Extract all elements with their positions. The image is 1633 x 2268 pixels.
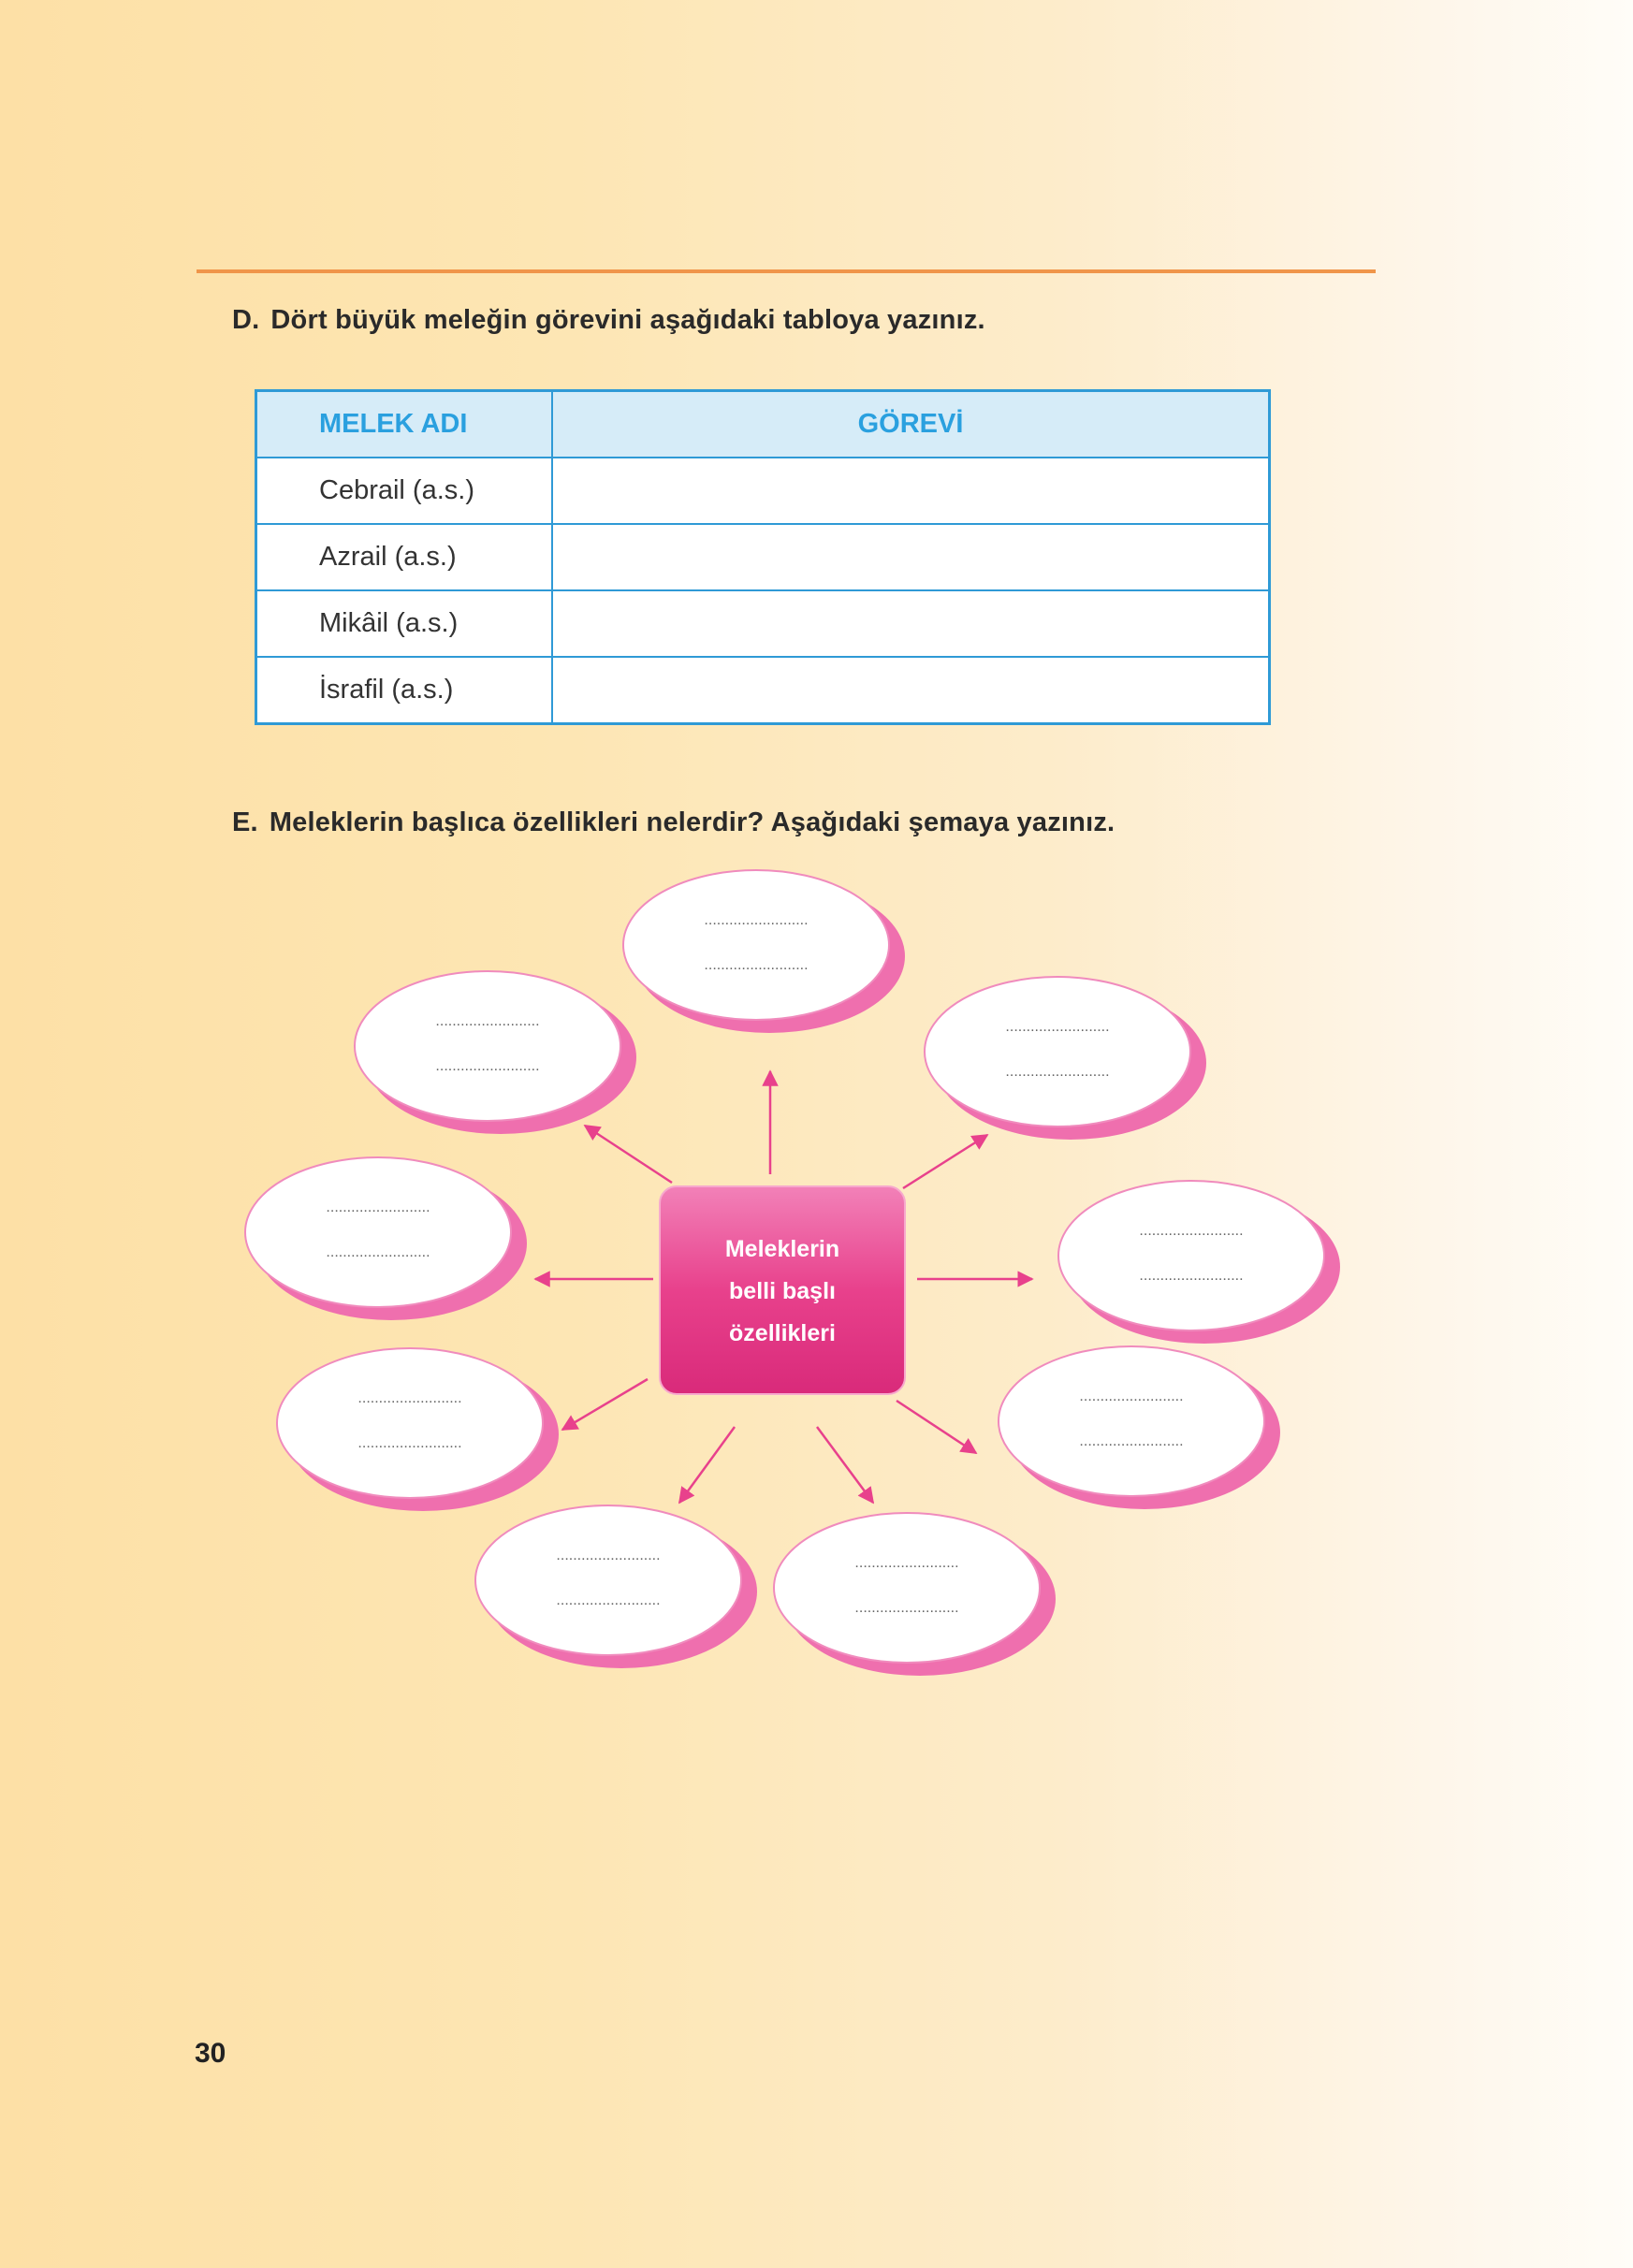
page-number: 30 [195,2038,226,2069]
answer-blank-line[interactable]: ......................... [435,1013,540,1029]
angel-name-cell: Azrail (a.s.) [256,524,553,590]
feature-bubble[interactable] [999,1346,1280,1509]
bubble-body [475,1505,741,1655]
answer-blank-line[interactable]: ......................... [1079,1388,1184,1404]
answer-blank-line[interactable]: ......................... [1005,1019,1110,1035]
section-d-text: Dört büyük meleğin görevini aşağıdaki tabloya yazınız. [270,305,985,335]
feature-bubble[interactable] [277,1348,559,1511]
section-e-text: Meleklerin başlıca özellikleri nelerdir? Aşağıdaki şemaya yazınız. [269,807,1115,837]
answer-blank-line[interactable]: ......................... [326,1199,430,1215]
answer-blank-line[interactable]: ......................... [1079,1433,1184,1449]
answer-blank-line[interactable]: ......................... [854,1555,959,1571]
bubble-body [355,971,620,1121]
section-d-label: D. [232,305,260,335]
answer-blank-line[interactable]: ......................... [435,1058,540,1074]
arrow-connector [679,1427,735,1503]
answer-blank-line[interactable]: ......................... [1139,1223,1244,1239]
center-line-2: belli başlı [729,1278,836,1304]
answer-blank-line[interactable]: ......................... [357,1390,462,1406]
answer-blank-line[interactable]: ......................... [357,1435,462,1451]
bubble-body [774,1513,1040,1663]
answer-blank-line[interactable]: ......................... [1005,1064,1110,1080]
bubble-body [1058,1181,1324,1330]
answer-blank-line[interactable]: ......................... [854,1600,959,1616]
header-melek-adi: MELEK ADI [256,391,553,458]
bubble-body [999,1346,1264,1496]
feature-bubble[interactable] [1058,1181,1340,1344]
answer-blank-line[interactable]: ......................... [1139,1268,1244,1284]
feature-bubble[interactable] [245,1157,527,1320]
feature-bubble[interactable] [623,870,905,1033]
angel-name-cell: Cebrail (a.s.) [256,458,553,524]
bubble-body [623,870,889,1020]
bubble-body [245,1157,511,1307]
angel-name-cell: Mikâil (a.s.) [256,590,553,657]
feature-bubble[interactable] [774,1513,1056,1676]
center-box [660,1186,905,1394]
answer-blank-line[interactable]: ......................... [556,1548,661,1563]
bubble-body [925,977,1190,1127]
answer-blank-line[interactable]: ......................... [326,1244,430,1260]
answer-blank-line[interactable]: ......................... [704,957,809,973]
answer-blank-line[interactable]: ......................... [556,1592,661,1608]
header-gorevi: GÖREVİ [552,391,1270,458]
arrow-connector [562,1379,648,1430]
feature-bubble[interactable] [475,1505,757,1668]
section-e-label: E. [232,807,258,837]
arrow-connector [817,1427,873,1503]
arrow-connector [903,1135,987,1188]
feature-bubble[interactable] [925,977,1206,1140]
center-line-3: özellikleri [729,1320,836,1346]
arrow-connector [585,1126,672,1183]
answer-blank-line[interactable]: ......................... [704,912,809,928]
center-line-1: Meleklerin [724,1236,840,1262]
arrow-connector [897,1401,976,1453]
bubble-body [277,1348,543,1498]
feature-bubble[interactable] [355,971,636,1134]
angel-name-cell: İsrafil (a.s.) [256,657,553,724]
